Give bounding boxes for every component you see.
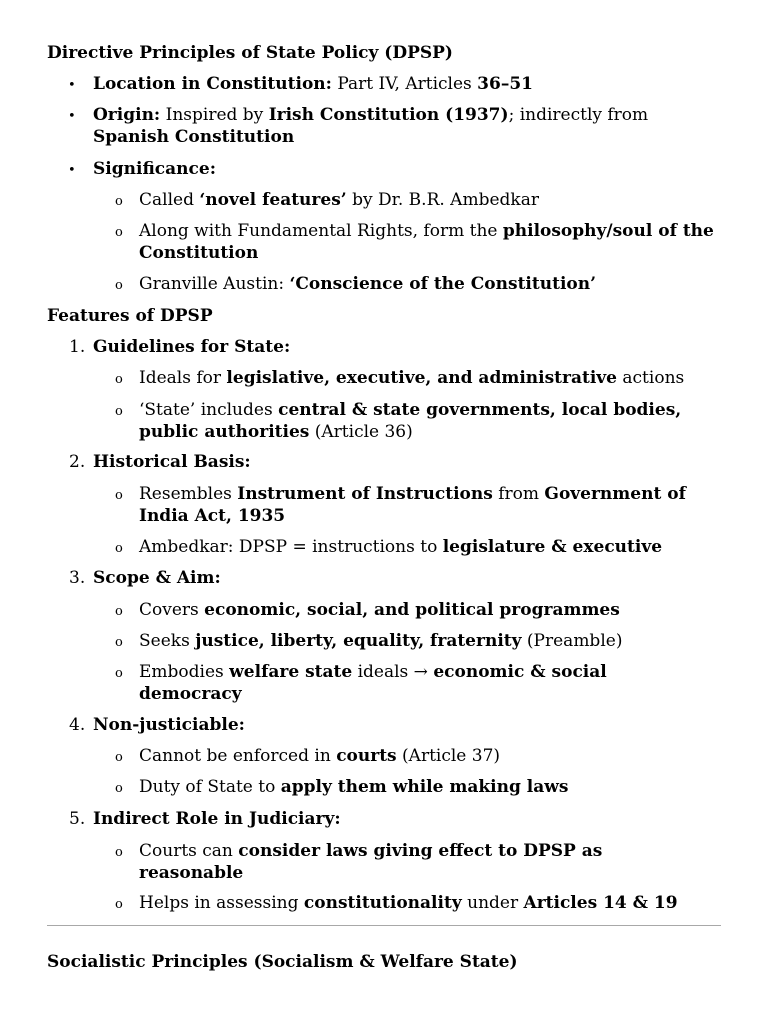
feature-detail: Embodies welfare state ideals → economic & social democracy: [139, 662, 607, 704]
feature-detail: Courts can consider laws giving effect to DPSP as reasonable: [139, 841, 603, 883]
bullet-marker: •: [68, 78, 76, 93]
sub-bullet-marker: o: [115, 781, 123, 796]
bullet-significance: Significance:: [93, 159, 216, 179]
sub-bullet-marker: o: [115, 604, 123, 619]
feature-title: Indirect Role in Judiciary:: [93, 809, 341, 829]
feature-detail: ‘State’ includes central & state governments, local bodies, public authorities (Article 36): [139, 400, 682, 442]
sub-bullet-marker: o: [115, 194, 123, 209]
sub-bullet-marker: o: [115, 541, 123, 556]
feature-detail: Resembles Instrument of Instructions from Government of India Act, 1935: [139, 484, 686, 526]
section-heading-socialistic: Socialistic Principles (Socialism & Welfare State): [47, 952, 518, 972]
feature-detail: Helps in assessing constitutionality under Articles 14 & 19: [139, 893, 678, 913]
bullet-origin: Origin: Inspired by Irish Constitution (1937); indirectly from Spanish Constitution: [93, 105, 649, 147]
feature-number: 2.: [69, 452, 86, 472]
section-heading-features: Features of DPSP: [47, 306, 213, 326]
feature-detail: Ideals for legislative, executive, and administrative actions: [139, 368, 685, 388]
sub-bullet-marker: o: [115, 488, 123, 503]
feature-number: 1.: [69, 337, 86, 357]
feature-title: Non-justiciable:: [93, 715, 245, 735]
significance-item: Granville Austin: ‘Conscience of the Constitution’: [139, 274, 597, 294]
feature-title: Historical Basis:: [93, 452, 251, 472]
sub-bullet-marker: o: [115, 666, 123, 681]
significance-item: Along with Fundamental Rights, form the philosophy/soul of the Constitution: [139, 221, 714, 263]
sub-bullet-marker: o: [115, 635, 123, 650]
sub-bullet-marker: o: [115, 278, 123, 293]
sub-bullet-marker: o: [115, 225, 123, 240]
sub-bullet-marker: o: [115, 897, 123, 912]
bullet-marker: •: [68, 109, 76, 124]
feature-title: Scope & Aim:: [93, 568, 221, 588]
sub-bullet-marker: o: [115, 372, 123, 387]
sub-bullet-marker: o: [115, 750, 123, 765]
feature-detail: Covers economic, social, and political programmes: [139, 600, 620, 620]
feature-title: Guidelines for State:: [93, 337, 291, 357]
bullet-location: Location in Constitution: Part IV, Articles 36–51: [93, 74, 533, 94]
feature-number: 4.: [69, 715, 86, 735]
feature-detail: Cannot be enforced in courts (Article 37): [139, 746, 501, 766]
feature-number: 5.: [69, 809, 86, 829]
significance-item: Called ‘novel features’ by Dr. B.R. Ambedkar: [139, 190, 539, 210]
feature-detail: Seeks justice, liberty, equality, fraternity (Preamble): [139, 631, 623, 651]
feature-number: 3.: [69, 568, 86, 588]
section-heading-dpsp: Directive Principles of State Policy (DPSP): [47, 43, 453, 63]
bullet-marker: •: [68, 163, 76, 178]
feature-detail: Ambedkar: DPSP = instructions to legislature & executive: [139, 537, 663, 557]
feature-detail: Duty of State to apply them while making laws: [139, 777, 569, 797]
horizontal-divider: [47, 925, 721, 926]
sub-bullet-marker: o: [115, 845, 123, 860]
sub-bullet-marker: o: [115, 404, 123, 419]
